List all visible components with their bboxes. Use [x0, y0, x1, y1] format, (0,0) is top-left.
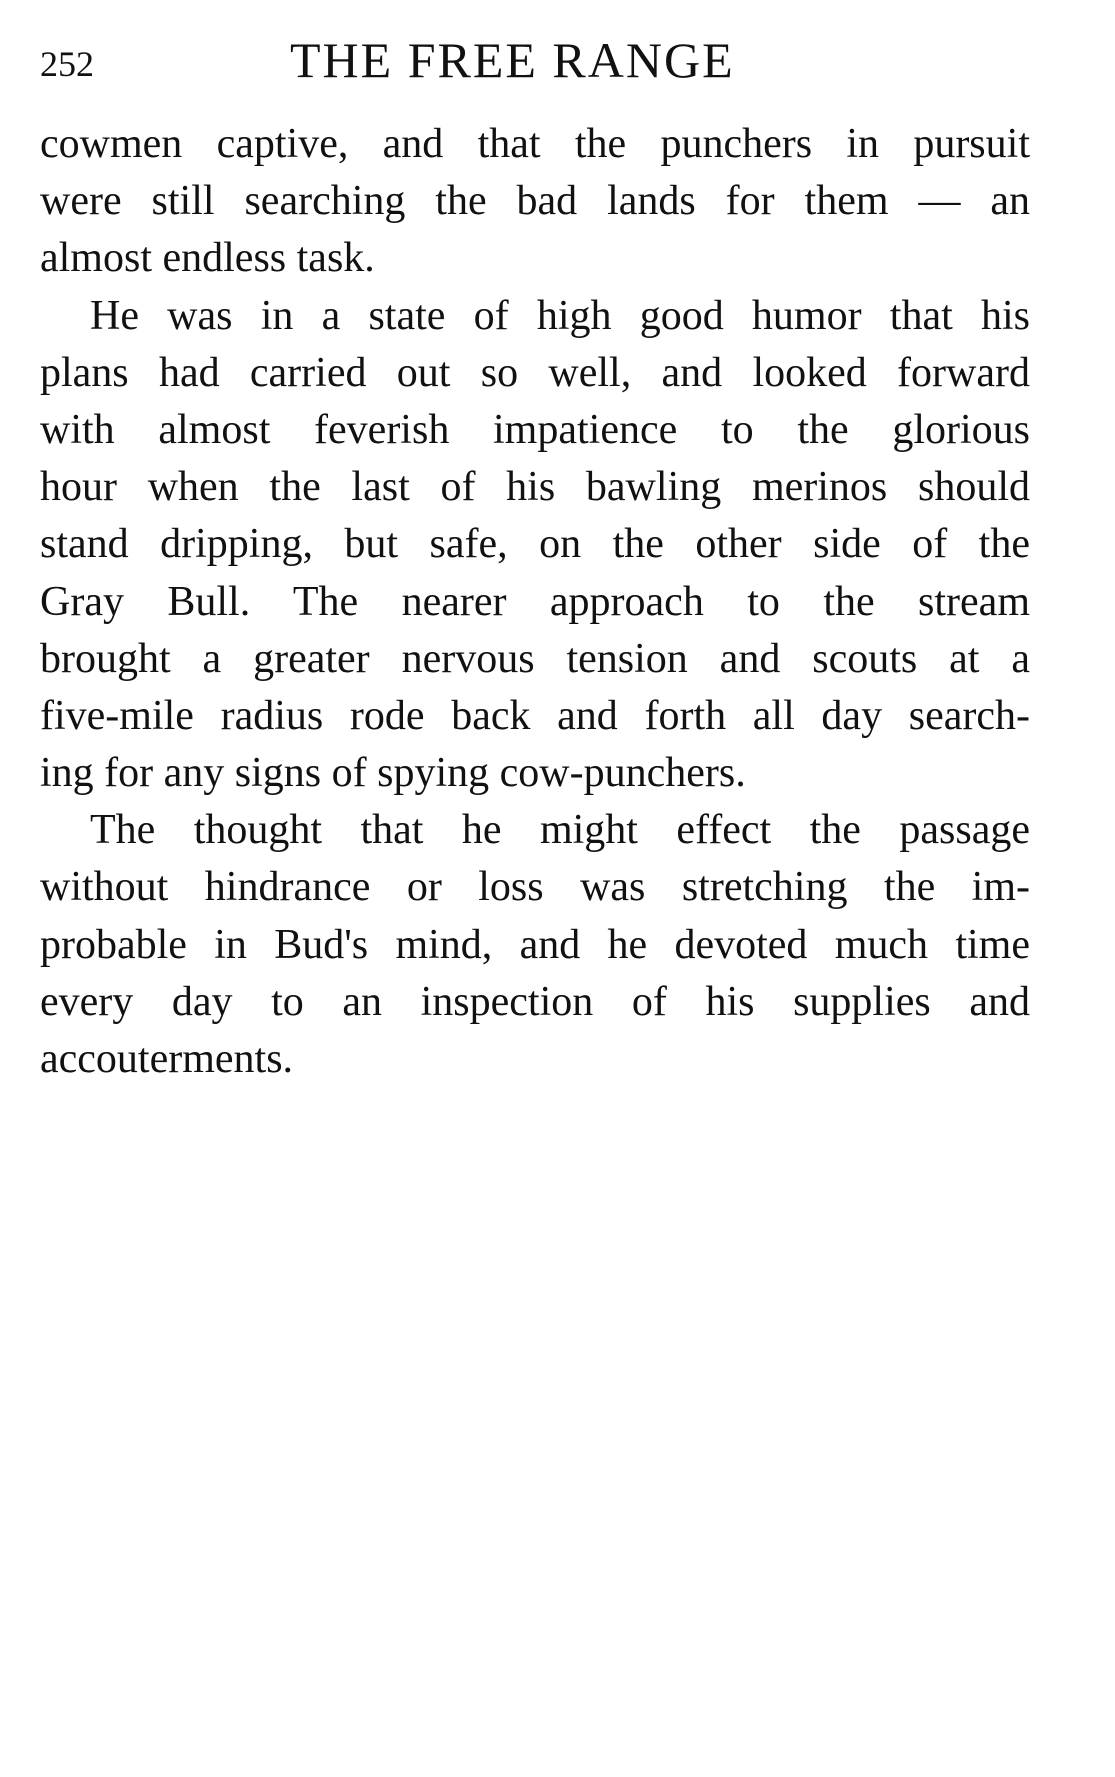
text-line: cowmen captive, and that the punchers in pursuit — [40, 121, 1030, 167]
page-number: 252 — [40, 44, 94, 84]
text-line: stand dripping, but safe, on the other side of the — [40, 521, 1030, 568]
text-line: Gray Bull. The nearer approach to the stream — [40, 578, 1030, 625]
text-line: five-mile radius rode back and forth all day search- — [40, 692, 1030, 739]
text-line: plans had carried out so well, and looked forward — [40, 349, 1030, 396]
text-line: were still searching the bad lands for them — an — [40, 178, 1030, 225]
text-line: ing for any signs of spying cow-punchers. — [40, 750, 746, 797]
text-line: with almost feverish impatience to the glorious — [40, 406, 1030, 453]
text-line: every day to an inspection of his supplies and — [40, 978, 1030, 1025]
page-header — [40, 30, 1030, 90]
text-line: hour when the last of his bawling merinos should — [40, 464, 1030, 511]
text-line: almost endless task. — [40, 235, 375, 282]
body-text — [40, 116, 1030, 1088]
text-line: The thought that he might effect the passage — [90, 807, 1030, 854]
text-line: accouterments. — [40, 1036, 294, 1082]
text-line: brought a greater nervous tension and scouts at a — [40, 635, 1030, 682]
text-line: probable in Bud's mind, and he devoted much time — [40, 921, 1030, 968]
text-line: He was in a state of high good humor that his — [90, 292, 1030, 339]
text-line: without hindrance or loss was stretching the im- — [40, 864, 1030, 911]
running-head: THE FREE RANGE — [290, 32, 735, 88]
